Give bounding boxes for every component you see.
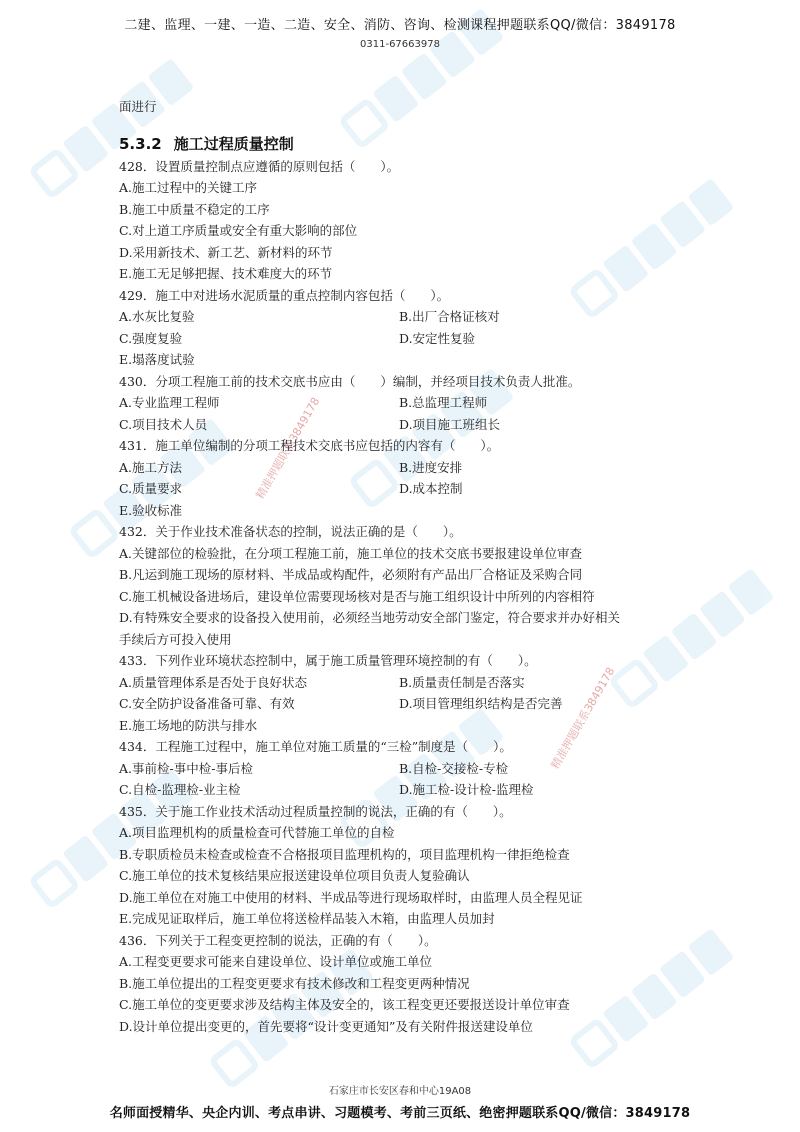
option-item: A.施工过程中的关键工序 <box>119 180 258 195</box>
question-stem: 430．分项工程施工前的技术交底书应由（ ）编制，并经项目技术负责人批准。 <box>119 373 581 389</box>
option-item: E.施工无足够把握、技术难度大的环节 <box>119 266 333 281</box>
section-heading <box>119 132 679 156</box>
watermark-stamp: 精准押题联系3849178 <box>548 665 618 772</box>
option-item: D.项目管理组织结构是否完善 <box>399 696 563 711</box>
question-block <box>119 736 679 801</box>
option-item: D.项目施工班组长 <box>399 416 501 432</box>
option-item: D.有特殊安全要求的设备投入使用前，必须经当地劳动安全部门鉴定，符合要求并办好相关 <box>119 610 621 625</box>
option-item: A.水灰比复验 <box>119 309 195 324</box>
option-item: A.施工方法 <box>119 459 183 475</box>
option-item: C.强度复验 <box>119 330 183 346</box>
question-stem: 435．关于施工作业技术活动过程质量控制的说法，正确的有（ ）。 <box>119 803 512 819</box>
option-row <box>119 392 679 414</box>
option-item: 手续后方可投入使用 <box>119 631 232 647</box>
option-item: C.质量要求 <box>119 481 183 496</box>
section-title: 施工过程质量控制 <box>173 134 294 153</box>
option-item: A.专业监理工程师 <box>119 395 220 410</box>
option-item: C.施工单位的变更要求涉及结构主体及安全的，该工程变更还要报送设计单位审查 <box>119 997 570 1012</box>
option-item: A.质量管理体系是否处于良好状态 <box>119 674 308 690</box>
option-item: C.对上道工序质量或安全有重大影响的部位 <box>119 223 358 238</box>
question-stem: 428．设置质量控制点应遵循的原则包括（ ）。 <box>119 158 400 174</box>
option-item: D.施工检-设计检-监理检 <box>399 782 534 797</box>
option-item: B.施工单位提出的工程变更要求有技术修改和工程变更两种情况 <box>119 975 470 991</box>
watermark-stamp: 精准押题联系3849178 <box>253 395 323 502</box>
option-row <box>119 328 679 350</box>
question-stem: 433．下列作业环境状态控制中，属于施工质量管理环境控制的有（ ）。 <box>119 653 537 668</box>
option-item: A.事前检-事中检-事后检 <box>119 760 253 776</box>
header-phone: 0311-67663978 <box>360 39 440 50</box>
option-item: B.进度安排 <box>399 459 463 475</box>
option-row <box>119 693 679 715</box>
option-row <box>119 758 679 780</box>
option-row <box>119 672 679 694</box>
question-stem: 434．工程施工过程中，施工单位对施工质量的“三检”制度是（ ）。 <box>119 739 512 754</box>
question-stem: 436．下列关于工程变更控制的说法，正确的有（ ）。 <box>119 932 437 948</box>
question-stem: 429．施工中对进场水泥质量的重点控制内容包括（ ）。 <box>119 287 450 303</box>
option-item: B.出厂合格证核对 <box>399 309 500 324</box>
question-block <box>119 801 679 930</box>
question-block <box>119 371 679 436</box>
option-item: C.项目技术人员 <box>119 416 208 432</box>
option-item: B.施工中质量不稳定的工序 <box>119 201 270 217</box>
section-number: 5.3.2 <box>119 134 162 153</box>
question-block <box>119 930 679 1038</box>
footer-ad-line: 名师面授精华、央企内训、考点串讲、习题模考、考前三页纸、绝密押题联系QQ/微信：3849178 <box>109 1106 691 1121</box>
option-item: D.采用新技术、新工艺、新材料的环节 <box>119 244 333 260</box>
option-row <box>119 478 679 500</box>
option-item: C.自检-监理检-业主检 <box>119 782 241 797</box>
option-item: A.关键部位的检验批，在分项工程施工前，施工单位的技术交底书要报建设单位审查 <box>119 545 583 561</box>
option-item: A.项目监理机构的质量检查可代替施工单位的自检 <box>119 825 395 840</box>
option-item: B.自检-交接检-专检 <box>399 760 509 776</box>
continuation-text: 面进行 <box>119 99 157 114</box>
document-body <box>119 96 679 1037</box>
question-stem: 432．关于作业技术准备状态的控制，说法正确的是（ ）。 <box>119 524 462 539</box>
option-item: B.总监理工程师 <box>399 395 488 410</box>
question-list <box>119 156 679 1038</box>
question-block <box>119 285 679 371</box>
option-item: C.施工单位的技术复核结果应报送建设单位项目负责人复验确认 <box>119 868 470 883</box>
option-row <box>119 779 679 801</box>
page-header <box>0 14 800 50</box>
option-item: D.施工单位在对施工中使用的材料、半成品等进行现场取样时，由监理人员全程见证 <box>119 889 583 905</box>
option-item: A.工程变更要求可能来自建设单位、设计单位或施工单位 <box>119 954 433 969</box>
question-block <box>119 156 679 285</box>
header-ad-line: 二建、监理、一建、一造、二造、安全、消防、咨询、检测课程押题联系QQ/微信：3849178 <box>124 18 676 33</box>
option-item: D.成本控制 <box>399 481 463 496</box>
footer-address: 石家庄市长安区春和中心19A08 <box>328 1086 472 1097</box>
option-item: B.专职质检员未检查或检查不合格报项目监理机构的，项目监理机构一律拒绝检查 <box>119 846 570 862</box>
option-item: C.施工机械设备进场后，建设单位需要现场核对是否与施工组织设计中所列的内容相符 <box>119 588 595 604</box>
option-item: E.施工场地的防洪与排水 <box>119 717 258 733</box>
option-item: B.凡运到施工现场的原材料、半成品或构配件，必须附有产品出厂合格证及采购合同 <box>119 567 583 582</box>
option-row <box>119 457 679 479</box>
question-block <box>119 521 679 650</box>
question-block <box>119 435 679 521</box>
option-row <box>119 306 679 328</box>
option-item: C.安全防护设备准备可靠、有效 <box>119 696 295 711</box>
question-stem: 431．施工单位编制的分项工程技术交底书应包括的内容有（ ）。 <box>119 438 500 453</box>
question-block <box>119 650 679 736</box>
option-item: B.质量责任制是否落实 <box>399 674 525 690</box>
option-item: E.塌落度试验 <box>119 352 195 367</box>
option-item: E.完成见证取样后，施工单位将送检样品装入木箱，由监理人员加封 <box>119 911 495 926</box>
option-item: D.设计单位提出变更的，首先要将“设计变更通知”及有关附件报送建设单位 <box>119 1018 533 1034</box>
option-item: D.安定性复验 <box>399 330 476 346</box>
option-item: E.验收标准 <box>119 502 183 518</box>
option-row <box>119 414 679 436</box>
